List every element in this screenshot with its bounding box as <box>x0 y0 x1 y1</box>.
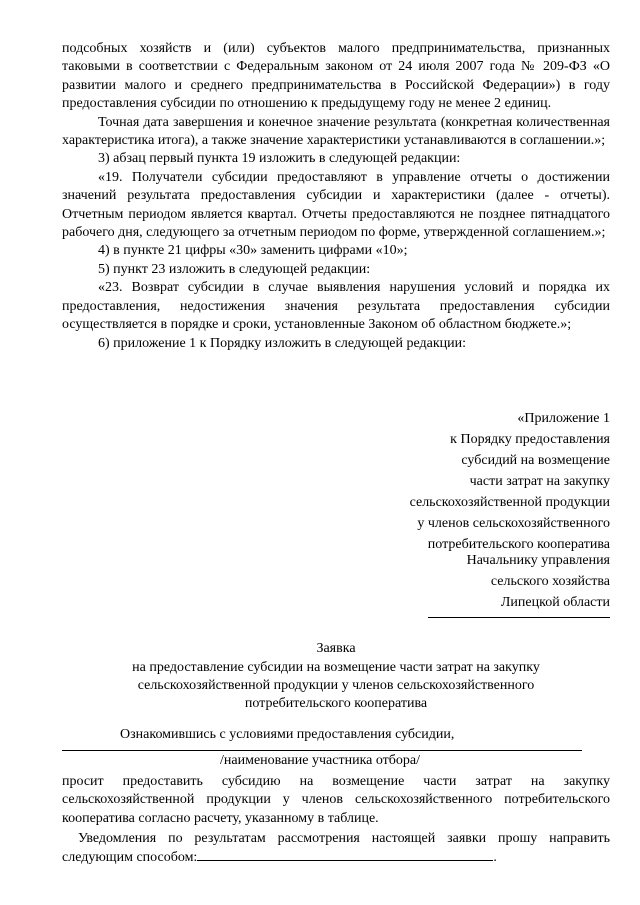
paragraph-result-date: Точная дата завершения и конечное значение результата (конкретная количественная характеристика итога), а также значение характеристики устанавливаются в соглашении.»; <box>62 114 610 149</box>
appendix-line: субсидий на возмещение <box>461 453 610 468</box>
paragraph-item-4: 4) в пункте 21 цифры «30» заменить цифрами «10»; <box>98 243 408 259</box>
appendix-line: у членов сельскохозяйственного <box>417 516 610 531</box>
appendix-header <box>62 408 610 555</box>
paragraph-item-3: 3) абзац первый пункта 19 изложить в следующей редакции: <box>98 151 461 167</box>
participant-name-line <box>62 750 582 751</box>
application-request: просит предоставить субсидию на возмещение части затрат на закупку сельскохозяйственной продукции у членов сельскохозяйственного потребительского кооператива согласно расчету, указанному в таблице. <box>62 774 610 826</box>
application-subtitle-line: на предоставление субсидии на возмещение части затрат на закупку <box>132 660 540 675</box>
notice-method-label: следующим способом: <box>62 850 198 865</box>
paragraph-item-5: 5) пункт 23 изложить в следующей редакции: <box>98 261 371 277</box>
appendix-line: сельскохозяйственной продукции <box>409 495 610 510</box>
appendix-line: «Приложение 1 <box>517 411 610 426</box>
appendix-line: потребительского кооператива <box>427 537 610 552</box>
application-heading <box>62 640 610 713</box>
notice-line-2 <box>62 848 610 867</box>
addressee-line: Липецкой области <box>500 595 610 610</box>
notice-end: . <box>493 850 497 865</box>
addressee-signature-line <box>428 617 610 618</box>
application-intro: Ознакомившись с условиями предоставления субсидии, <box>120 727 455 742</box>
application-subtitle-line: сельскохозяйственной продукции у членов сельскохозяйственного <box>137 678 535 693</box>
addressee-block <box>62 550 610 613</box>
addressee-line: сельского хозяйства <box>490 574 610 589</box>
application-subtitle-line: потребительского кооператива <box>244 696 428 711</box>
notice-line-1: Уведомления по результатам рассмотрения настоящей заявки прошу направить <box>78 831 610 846</box>
paragraph-clause-23: «23. Возврат субсидии в случае выявления нарушения условий и порядка их предоставления, недостижения значения результата предоставления субсидии осуществляется в порядке и сроки, установленные Законом об областном бюджете.»; <box>62 280 610 333</box>
paragraph-clause-19: «19. Получатели субсидии предоставляют в управление отчеты о достижении значений результата предоставления субсидии и характеристики (далее - отчеты). Отчетным периодом является квартал. Отчеты предоставляются не позднее пятнадцатого рабочего дня, следующего за отчетным периодом по форме, утвержденной соглашением.»; <box>62 169 610 241</box>
addressee-line: Начальнику управления <box>466 553 610 568</box>
appendix-line: к Порядку предоставления <box>450 432 610 447</box>
paragraph-results-continuation: подсобных хозяйств и (или) субъектов малого предпринимательства, признанных таковыми в соответствии с Федеральным законом от 24 июля 2007 года № 209-ФЗ «О развитии малого и среднего предпринимательства в Российской Федерации») в году предоставления субсидии по отношению к предыдущему году не менее 2 единиц. <box>62 41 610 112</box>
application-title: Заявка <box>316 641 356 656</box>
amendment-text <box>62 40 610 353</box>
participant-label: /наименование участника отбора/ <box>220 753 421 768</box>
paragraph-item-6: 6) приложение 1 к Порядку изложить в следующей редакции: <box>98 335 467 351</box>
notice-method-blank <box>197 848 493 861</box>
appendix-line: части затрат на закупку <box>469 474 610 489</box>
